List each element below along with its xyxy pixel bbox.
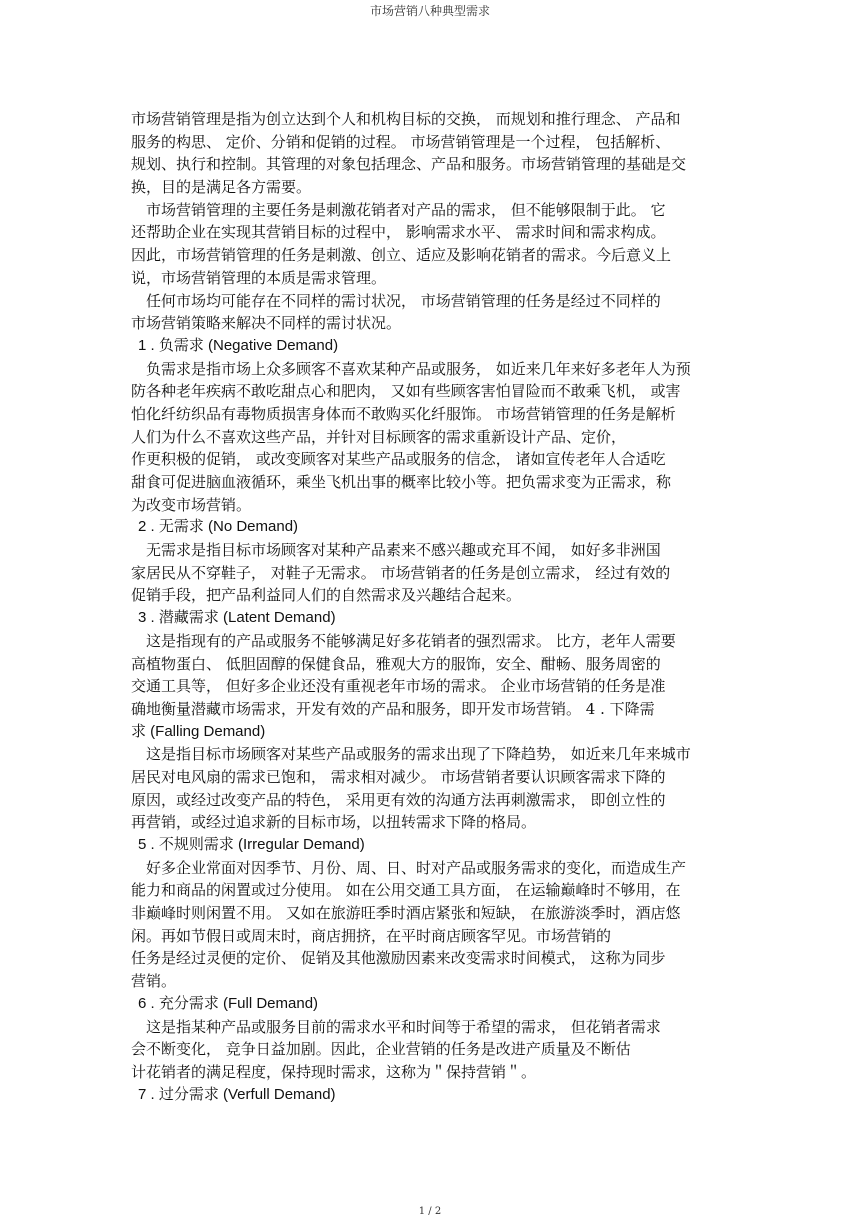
text-line: 闲。再如节假日或周末时，商店拥挤，在平时商店顾客罕见。市场营销的 xyxy=(131,926,612,945)
section-heading: 6 . 充分需求 (Full Demand) xyxy=(138,994,319,1012)
document-body xyxy=(131,108,761,1106)
section-heading: 3 . 潜藏需求 (Latent Demand) xyxy=(138,609,336,627)
text-line: 市场营销管理的主要任务是刺激花销者对产品的需求， 但不能够限制于此。 它 xyxy=(146,200,666,219)
text-line: 这是指目标市场顾客对某些产品或服务的需求出现了下降趋势， 如近来几年来城市 xyxy=(146,745,691,764)
text-line: 人们为什么不喜欢这些产品，并针对目标顾客的需求重新设计产品、定价， xyxy=(131,427,627,446)
text-line: 会不断变化， 竞争日益加剧。因此，企业营销的任务是改进产质量及不断估 xyxy=(131,1040,631,1059)
text-line: 这是指现有的产品或服务不能够满足好多花销者的强烈需求。 比方，老年人需要 xyxy=(146,631,676,650)
text-line: 负需求是指市场上众多顾客不喜欢某种产品或服务， 如近来几年来好多老年人为预 xyxy=(146,359,691,378)
text-line: 怕化纤纺织品有毒物质损害身体而不敢购买化纤服饰。 市场营销管理的任务是解析 xyxy=(131,404,676,423)
text-line: 原因，或经过改变产品的特色， 采用更有效的沟通方法再刺激需求， 即创立性的 xyxy=(131,790,666,809)
text-line: 说，市场营销管理的本质是需求管理。 xyxy=(131,268,387,287)
text-line: 甜食可促进脑血液循环，乘坐飞机出事的概率比较小等。把负需求变为正需求，称 xyxy=(131,473,672,491)
text-line: 高植物蛋白、 低胆固醇的保健食品，雅观大方的服饰，安全、酣畅、服务周密的 xyxy=(131,654,661,673)
text-line: 市场营销管理是指为创立达到个人和机构目标的交换， 而规划和推行理念、 产品和 xyxy=(131,110,681,128)
text-line: 任何市场均可能存在不同样的需讨状况， 市场营销管理的任务是经过不同样的 xyxy=(146,291,661,310)
page-header: 市场营销八种典型需求 xyxy=(369,4,490,18)
text-line: 促销手段，把产品利益同人们的自然需求及兴趣结合起来。 xyxy=(131,586,522,605)
text-line: 还帮助企业在实现其营销目标的过程中， 影响需求水平、 需求时间和需求构成。 xyxy=(131,223,666,242)
text-line: 市场营销策略来解决不同样的需讨状况。 xyxy=(131,314,402,333)
page-number: 1 / 2 xyxy=(418,1206,442,1217)
text-line: 无需求是指目标市场顾客对某种产品素来不感兴趣或充耳不闻， 如好多非洲国 xyxy=(146,541,661,560)
text-line: 换，目的是满足各方需要。 xyxy=(131,178,312,197)
text-line: 防各种老年疾病不敢吃甜点心和肥肉， 又如有些顾客害怕冒险而不敢乘飞机， 或害 xyxy=(131,382,681,401)
section-heading: 7 . 过分需求 (Verfull Demand) xyxy=(138,1085,336,1103)
text-line: 家居民从不穿鞋子， 对鞋子无需求。 市场营销者的任务是创立需求， 经过有效的 xyxy=(131,563,671,582)
text-line: 非巅峰时则闲置不用。 又如在旅游旺季时酒店紧张和短缺， 在旅游淡季时，酒店悠 xyxy=(131,904,681,923)
text-line: 能力和商品的闲置或过分使用。 如在公用交通工具方面， 在运输巅峰时不够用，在 xyxy=(131,881,681,900)
section-heading: 1 . 负需求 (Negative Demand) xyxy=(138,336,339,354)
text-line: 这是指某种产品或服务目前的需求水平和时间等于希望的需求， 但花销者需求 xyxy=(146,1017,661,1036)
section-heading: 5 . 不规则需求 (Irregular Demand) xyxy=(138,836,365,853)
text-line: 确地衡量潜藏市场需求，开发有效的产品和服务，即开发市场营销。 4 . 下降需 xyxy=(131,699,655,718)
text-line: 计花销者的满足程度，保持现时需求，这称为＂保持营销＂。 xyxy=(131,1062,537,1081)
text-line: 任务是经过灵便的定价、 促销及其他激励因素来改变需求时间模式， 这称为同步 xyxy=(131,949,666,968)
text-line: 因此，市场营销管理的任务是刺激、创立、适应及影响花销者的需求。今后意义上 xyxy=(131,246,672,265)
text-line: 再营销，或经过追求新的目标市场，以扭转需求下降的格局。 xyxy=(131,813,537,832)
text-line: 作更积极的促销， 或改变顾客对某些产品或服务的信念， 诸如宣传老年人合适吃 xyxy=(131,450,666,469)
text-line: 交通工具等， 但好多企业还没有重视老年市场的需求。 企业市场营销的任务是准 xyxy=(131,677,666,696)
text-line: 好多企业常面对因季节、月份、周、日、时对产品或服务需求的变化，而造成生产 xyxy=(146,858,687,877)
text-line: 居民对电风扇的需求已饱和， 需求相对减少。 市场营销者要认识顾客需求下降的 xyxy=(131,767,666,786)
text-line: 求 (Falling Demand) xyxy=(131,722,266,740)
text-line: 服务的构思、 定价、分销和促销的过程。 市场营销管理是一个过程， 包括解析、 xyxy=(131,132,671,151)
text-line: 营销。 xyxy=(131,972,177,991)
text-line: 规划、执行和控制。其管理的对象包括理念、产品和服务。市场营销管理的基础是交 xyxy=(131,155,687,174)
text-line: 为改变市场营销。 xyxy=(131,495,252,514)
section-heading: 2 . 无需求 (No Demand) xyxy=(138,518,299,536)
